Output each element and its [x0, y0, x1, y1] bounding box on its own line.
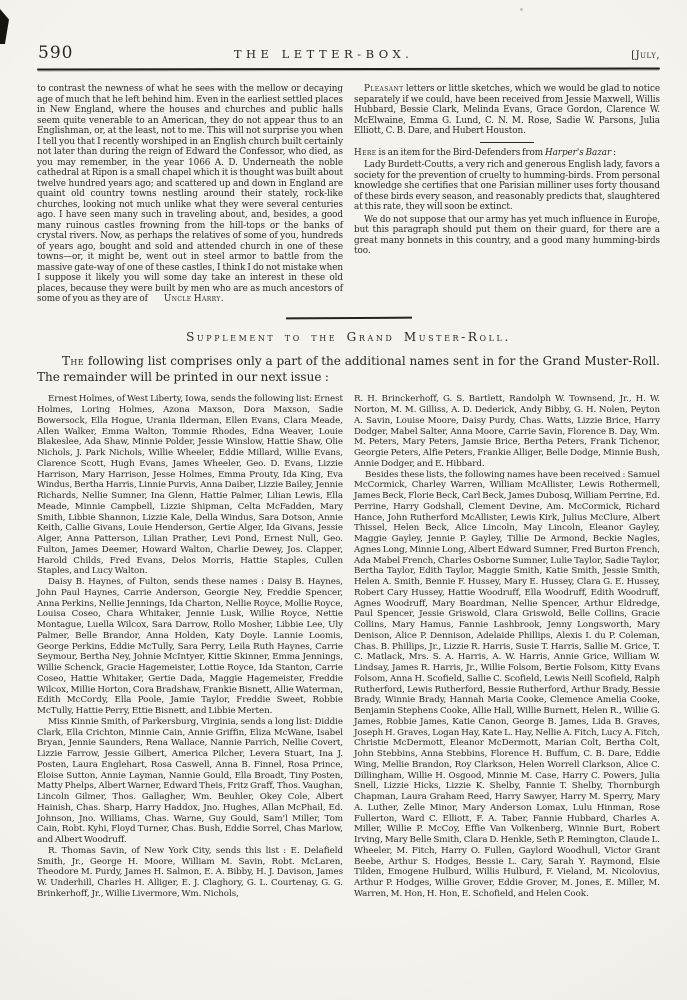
bird-defenders-paragraph [354, 148, 660, 159]
masthead-rule [37, 67, 660, 70]
pleasant-text: letters or little sketches, which we would be glad to notice separately if we could, have been received from Jessie Maxwell, Willis Hubbard, Bessie Clark, Melinda Evans, Grace Gordon, Clarence W. McElwaine, Emma G. Lund, C. N. M. Rose, Sadie W. Parsons, Julia Elliott, C. B. Dare, and Hubert Houston. [354, 84, 660, 137]
army-paragraph: We do not suppose that our army has yet much influence in Europe, but this paragraph should put them on their guard, for there are a great many bonnets in this country, and a good many humming-birds too. [354, 214, 660, 257]
letter-text: to contrast the newness of what he sees with the mellow or decaying age of much that he left behind him. Even in the earliest settled places in New England, where the houses and churches and public halls seem quite venerable to an American, they do not appear thus to an Englishman, or, at the least, not to me. This will not surprise you when I tell you that I recently worshiped in an English church built certainly not later than during the reign of Edward the Confessor, who died, as you may remember, in the year 1066 A. D. Underneath the noble cathedral at Ripon is a small chapel which it is thought was built about twelve hundred years ago; and scattered up and down in England are quaint old country towns nestling around their stately, rock-like churches, looking not much unlike what they were several centuries ago. I have seen many such in traveling about, and, besides, a good many ruinous castles frowning from the hill-tops or the banks of crystal rivers. Now, as perhaps the relatives of some of you, hundreds of years ago, bought and sold and attended church in one of these towns—or, it might be, went out in steel armor to battle from the massive gate-way of one of these castles, I think I do not mistake when I suppose it likely you will some day take an interest in these old places, because they were built by men who are as much ancestors of some of you as they are of [37, 84, 343, 305]
names-paragraph: R. Thomas Savin, of New York City, sends this list : E. Delafield Smith, Jr., George H. Moore, William M. Savin, Robt. McLaren, Theodore M. Purdy, James H. Salmon, E. A. Bibby, H. J. Davison, James W. Underhill, Charles H. Alliger, E. J. Claghory, G. L. Courtenay, G. G. Brinkerhoff, Jr., Willie Livermore, Wm. Nichols, [37, 845, 343, 899]
burdett-coutts-paragraph: Lady Burdett-Coutts, a very rich and generous English lady, favors a society for the prevention of cruelty to humming-birds. From personal knowledge she certifies that one Parisian milliner uses forty thousand of these birds every season, and reasonably predicts that, slaughtered at this rate, they will soon be extinct. [354, 160, 660, 213]
letter-signature: Uncle Harry. [163, 294, 224, 305]
supplement-heading: Supplement to the Grand Muster-Roll. [186, 330, 511, 345]
notice-divider [480, 142, 534, 143]
names-column-right [354, 394, 660, 899]
intro-lead: The [62, 354, 85, 369]
letterbox-section [37, 84, 660, 305]
pleasant-lead: Pleasant [364, 84, 404, 95]
names-paragraph: Besides these lists, the following names have been received : Samuel McCormick, Charley Warren, William McAllister, Lewis Rothermell, James Beck, Florie Beck, Carl Beck, James Dubosq, William Perrine, Ed. Perrine, Harry Godshall, Clement Devine, Am. McCormick, Richard Hance, John Rutherford McAllister, Lewis Kirk, Julius McClure, Albert Thissel, Helen Beck, Alice Lincoln, May Lincoln, Eleanor Gayley, Maggie Gayley, Jennie P. Gayley, Tillie De Armond, Beckie Nagles, Agnes Long, Minnie Long, Albert Edward Sumner, Fred Burton French, Ada Mabel French, Charles Osborne Sumner, Lulie Taylor, Sadie Taylor, Bertha Taylor, Edith Taylor, Maggie Smith, Katie Smith, Jessie Smith, Helen A. Smith, Bennie F. Hussey, Mary E. Hussey, Clara G. E. Hussey, Robert Cary Hussey, Hattie Woodruff, Ella Woodruff, Edith Woodruff, Agnes Woodruff, Mary Boardman, Nellie Spencer, Arthur Eldredge, Paul Spencer, Jessie Griswold, Clara Griswold, Belle Collins, Gracie Collins, Mary Hamus, Fannie Lashbrook, Jenny Longsworth, Mary Denison, Alice P. Dennison, Adelaide Phillips, Alexis I. du P. Coleman, Chas. B. Phillips, Jr., Lizzie R. Harris, Susie T. Harris, Sallie M. Grice, T. C. Matlack, Mrs. S. A. Harris, A. W. Harris, Annie Grice, William W. Lindsay, James R. Harris, Jr., Willie Folsom, Bertie Folsom, Kitty Evans Folsom, Anna H. Scofield, Sallie C. Scofield, Lewis Neill Scofield, Ralph Rutherford, Lewis Rutherford, Bessie Rutherford, Arthur Brady, Bessie Brady, Winnie Brady, Hannah Maria Cooke, Clemence Amelia Cooke, Benjamin Stephens Cooke, Allie Hall, Willie Burnett, Helen R., Willie G. James, Robbie James, Katie Canon, George B. James, Lida B. Graves, Joseph H. Graves, Logan Hay, Kate L. Hay, Nellie A. Fitch, Lucy A. Fitch, Christie McDermott, Eleanor McDermott, Marian Colt, Bertha Colt, John Stebbins, Anna Stebbins, Florence H. Buffum, C. B. Dare, Eddie Wing, Mellie Brandon, Roy Clarkson, Helen Worrell Clarkson, Alice C. Dillingham, Willie H. Osgood, Minnie M. Case, Harry C. Powers, Julia Snell, Lizzie Hicks, Lizzie K. Shelby, Fannie T. Shelby, Thornburgh Chapman, Laura Graham Reed, Harry Sawyer, Harry M. Sperry, Mary A. Luther, Zelle Minor, Mary Anderson Lomax, Lulu Hinman, Rose Fullerton, Ward C. Elliott, F. A. Taber, Fannie Hubbard, Charles A. Miller, Willie P. McCoy, Effie Van Volkenberg, Winnie Burt, Robert Irving, Mary Belle Smith, Clara D. Henkle, Seth P. Remington, Claude L. Wheeler, M. Fitch, Harry O. Fullen, Gaylord Woodhull, Victor Grant Beebe, Arthur S. Hodges, Bessie L. Cary, Sarah Y. Raymond, Elsie Tilden, Emogene Hulburd, Willis Hulburd, F. Vieland, M. Nicolovius, Arthur P. Hodges, Willie Grover, Eddie Grover, M. Jones, E. Miller, M. Warren, M. Hon, H. Hon, E. Schofield, and Helen Cook. [354, 469, 661, 899]
section-divider [285, 317, 411, 319]
intro-text: following list comprises only a part of the additional names sent in for the Grand Muster-Roll. The remainder will be printed in our next issue : [37, 354, 660, 385]
here-text: is an item for the Bird-Defenders from [376, 147, 545, 158]
names-section [37, 394, 660, 899]
names-paragraph: Ernest Holmes, of West Liberty, Iowa, sends the following list: Ernest Holmes, Loring Holmes, Azona Maxson, Dora Maxson, Sadie Bowersock, Ella Hogue, Urania Ilderman, Ellen Evans, Clara Meade, Allen Walker, Emma Walton, Tommie Rhodes, Edna Weaver, Louie Blakeslee, Ada Shaw, Minnie Polder, Jessie Winslow, Hattie Shaw, Olie Nichols, J. Park Nichols, Willie Wheeler, Eddie Millard, Willie Evans, Clarence Scott, Hugh Evans, James Wheeler, Geo. D. Evans, Lizzie Harrison, Mary Harrison, Jesse Holmes, Emma Prouty, Ida King, Eva Windus, Bertha Harris, Linnie Purvis, Anna Daiber, Lizzie Bailey, Jennie Richards, Nellie Sumner, Ina Glenn, Hattie Palmer, Lilian Lewis, Ella Meade, Minnie Campbell, Lizzie Shipman, Celta McFadden, Mary Smith, Libbie Shannon, Lizzie Kale, Della Windus, Sara Dotson, Annie Keith, Callie Givans, Louie Henderson, Gertie Alger, Ida Givans, Jessie Alger, Anna Patterson, Lilian Prather, Levi Pond, Ernest Null, Geo. Fulton, James Deemer, Howard Walton, Charlie Dewey, Jos. Clapper, Harold Childs, Fred Evans, Delos Morris, Hattie Staples, Cullen Staples, and Lucy Walton. [37, 394, 343, 577]
scan-speck [520, 8, 523, 11]
names-paragraph: Miss Kinnie Smith, of Parkersburg, Virginia, sends a long list: Diddie Clark, Ella Crichton, Minnie Cain, Annie Griffin, Eliza McWane, Isabel Bryan, Jennie Saunders, Rena Wallace, Nannie Parrich, Nellie Covert, Lizzie Farrow, Jessie Gilbert, America Pilcher, Levera Stuart, Ina J. Posten, Laura Englehart, Rosa Caswell, Anna B. Finnel, Rosa Prince, Eloise Sutton, Annie Layman, Nannie Gould, Ella Broadt, Tiny Posten, Matty Phelps, Albert Warner, Edward Theis, Fritz Graff, Thos. Vaughan, Lincoln Gilmer, Thos. Gallagher, Wm. Beuhler, Okey Cole, Albert Hainish, Chas. Sharp, Harry Haddox, Jno. Hughes, Allan McPhail, Ed. Johnson, Jno. Williams, Chas. Warne, Guy Gould, Sam'l Miller, Tom Cain, Robt. Kyhi, Floyd Turner, Chas. Bush, Eddie Sorrel, Chas Marlow, and Albert Woodruff. [37, 716, 343, 846]
issue-date: [July, [631, 50, 660, 61]
letter-body [37, 84, 343, 305]
pleasant-paragraph [354, 84, 660, 137]
names-paragraph: R. H. Brinckerhoff, G. S. Bartlett, Randolph W. Townsend, Jr., H. W. Norton, M. M. Gilliss, A. D. Dederick, Andy Bibby, G. H. Nolen, Peyton A. Savin, Louise Moore, Daisy Purdy, Chas. Watts, Lizzie Brice, Harry Dodger, Mabel Salter, Anna Moore, Carrie Savin, Florence B. Day, Wm. M. Peters, Mary Peters, Jamsie Brice, Bertha Peters, Frank Tichenor, Georgie Peters, Alfie Peters, Frankie Alliger, Belle Dodge, Minnie Bush, Annie Dodger, and E. Hibbard. [354, 394, 660, 469]
masthead [37, 41, 660, 63]
notices-column [354, 84, 660, 305]
here-tail: : [611, 147, 617, 158]
here-lead: Here [354, 147, 377, 158]
supplement-intro [37, 353, 660, 385]
scan-speck [648, 214, 650, 216]
page-number: 590 [38, 43, 74, 63]
masthead-title: THE LETTER-BOX. [233, 47, 414, 61]
names-paragraph: Daisy B. Haynes, of Fulton, sends these names : Daisy B. Haynes, John Paul Haynes, Carrie Anderson, Georgie Ney, Freddie Spencer, Anna Perkins, Nellie Jennings, Ida Charton, Nellie Royce, Mollie Royce, Louisa Coseo, Chara Whitaker, Jennie Lusk, Willie Royce, Nettie Montague, Luella Wilcox, Sara Darrow, Rollo Mosher, Libbie Lee, Uly Palmer, Belle Brandor, Anna Holden, Katy Doyle. Lannie Loomis, George Perkins, Eddie McTully, Sara Perry, Leila Ruth Haynes, Carrie Seymour, Bertha Ney, Johnie McIntyer, Kittie Skinner, Emma Jennings, Willie Schenck, Gracie Hagemeister, Lottie Royce, Ida Stanton, Carrie Coseo, Hattie Whitaker, Gertie Dada, Maggie Hagemeister, Freddie Wilcox, Millie Horton, Cora Bradshaw, Frankie Bisnett, Allie Waterman, Edith McCordy, Ella Poole, Jamie Taylor, Freddie Sweet, Robbie McTully, Hattie Perry, Ettie Bisnett, and Libbie Merten. [37, 577, 343, 717]
names-column-left [37, 394, 343, 899]
harpers-bazar-ref: Harper's Bazar [544, 147, 612, 158]
letter-column [37, 84, 343, 305]
